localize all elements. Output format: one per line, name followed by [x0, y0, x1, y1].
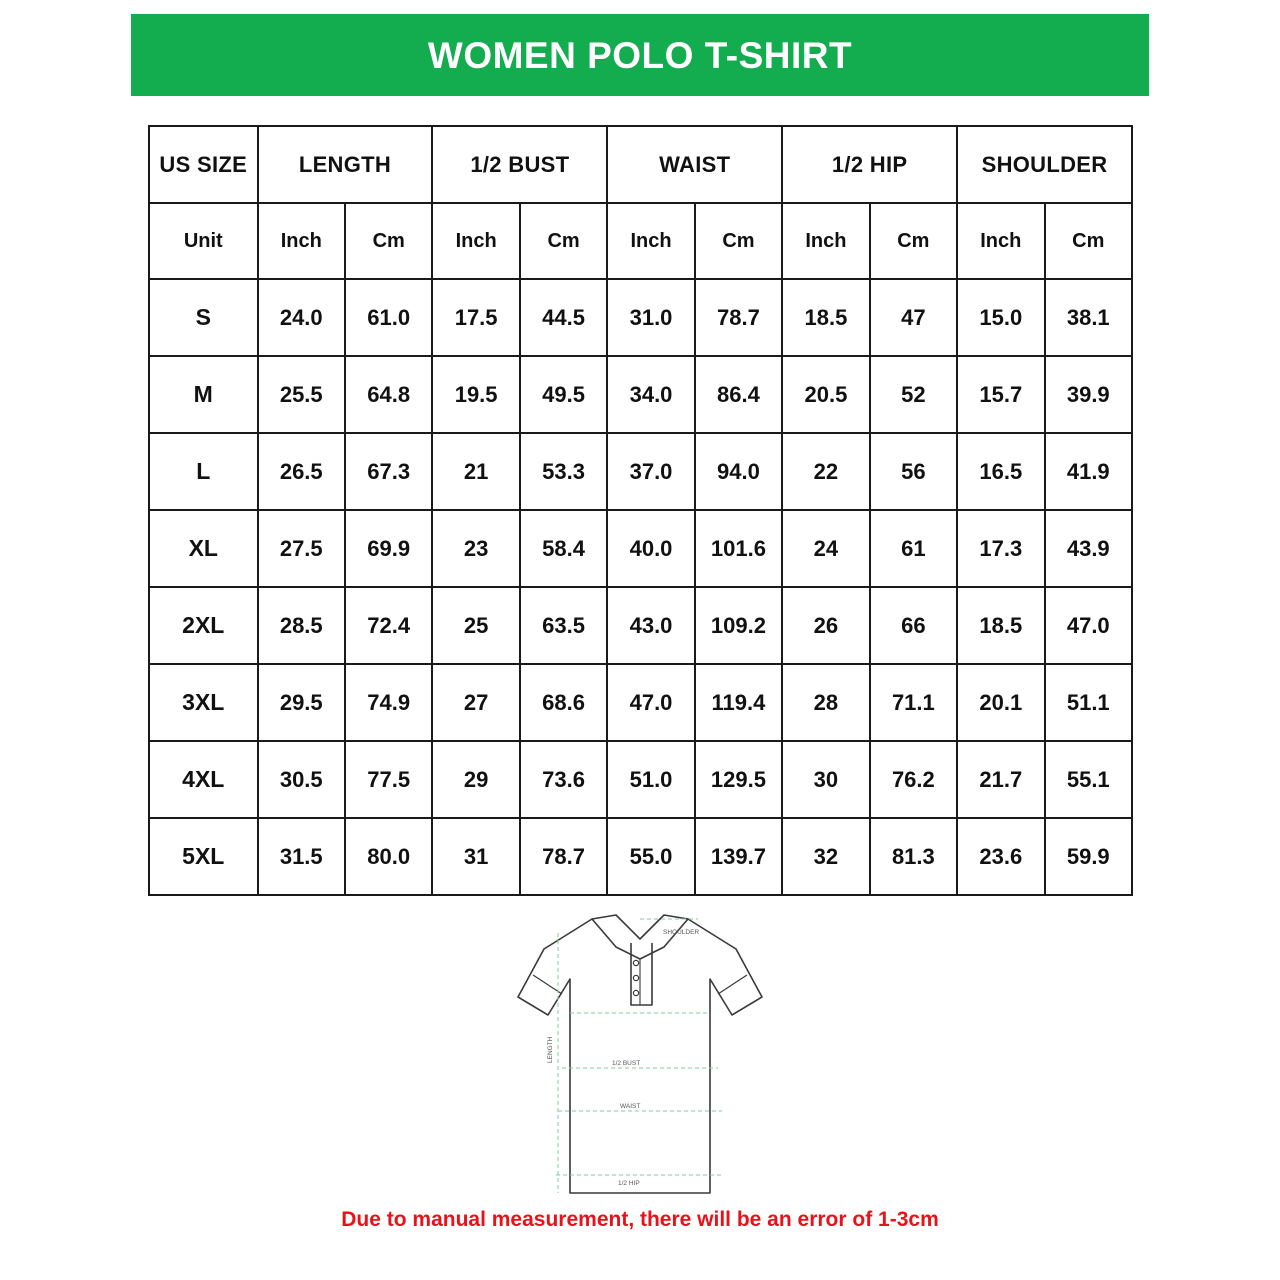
- cell-waist-inch: 47.0: [607, 664, 694, 741]
- cell-waist-inch: 51.0: [607, 741, 694, 818]
- cell-hip-inch: 18.5: [782, 279, 869, 356]
- cell-length-cm: 72.4: [345, 587, 432, 664]
- table-row: [149, 356, 1132, 433]
- cell-shoulder-inch: 21.7: [957, 741, 1044, 818]
- column-group-half-hip: 1/2 HIP: [782, 126, 957, 203]
- unit-shoulder-cm: Cm: [1045, 203, 1132, 279]
- cell-hip-cm: 81.3: [870, 818, 957, 895]
- cell-length-cm: 74.9: [345, 664, 432, 741]
- row-size-label: 3XL: [149, 664, 258, 741]
- cell-waist-cm: 109.2: [695, 587, 782, 664]
- cell-waist-cm: 78.7: [695, 279, 782, 356]
- label-waist: WAIST: [620, 1103, 641, 1110]
- cell-length-cm: 80.0: [345, 818, 432, 895]
- cell-length-inch: 28.5: [258, 587, 345, 664]
- unit-waist-cm: Cm: [695, 203, 782, 279]
- label-length: LENGTH: [547, 1036, 554, 1063]
- label-half-hip: 1/2 HIP: [618, 1180, 640, 1187]
- cell-length-inch: 25.5: [258, 356, 345, 433]
- header-banner: [131, 14, 1149, 96]
- column-group-length: LENGTH: [258, 126, 433, 203]
- cell-length-cm: 67.3: [345, 433, 432, 510]
- cell-length-cm: 77.5: [345, 741, 432, 818]
- row-size-label: 4XL: [149, 741, 258, 818]
- cell-shoulder-cm: 59.9: [1045, 818, 1132, 895]
- cell-waist-cm: 129.5: [695, 741, 782, 818]
- unit-bust-inch: Inch: [432, 203, 519, 279]
- row-size-label: 5XL: [149, 818, 258, 895]
- cell-bust-cm: 53.3: [520, 433, 607, 510]
- cell-bust-cm: 49.5: [520, 356, 607, 433]
- cell-waist-cm: 119.4: [695, 664, 782, 741]
- cell-bust-cm: 68.6: [520, 664, 607, 741]
- cell-length-inch: 30.5: [258, 741, 345, 818]
- cell-bust-cm: 44.5: [520, 279, 607, 356]
- cell-bust-inch: 31: [432, 818, 519, 895]
- unit-waist-inch: Inch: [607, 203, 694, 279]
- cell-bust-cm: 63.5: [520, 587, 607, 664]
- table-row: [149, 587, 1132, 664]
- cell-hip-cm: 71.1: [870, 664, 957, 741]
- table-row: [149, 818, 1132, 895]
- cell-hip-inch: 22: [782, 433, 869, 510]
- unit-hip-cm: Cm: [870, 203, 957, 279]
- row-size-label: M: [149, 356, 258, 433]
- cell-bust-inch: 17.5: [432, 279, 519, 356]
- cell-waist-inch: 55.0: [607, 818, 694, 895]
- unit-shoulder-inch: Inch: [957, 203, 1044, 279]
- row-size-label: L: [149, 433, 258, 510]
- row-size-label: 2XL: [149, 587, 258, 664]
- cell-shoulder-inch: 15.0: [957, 279, 1044, 356]
- cell-hip-inch: 24: [782, 510, 869, 587]
- cell-bust-inch: 29: [432, 741, 519, 818]
- cell-length-cm: 69.9: [345, 510, 432, 587]
- cell-shoulder-inch: 16.5: [957, 433, 1044, 510]
- cell-hip-inch: 28: [782, 664, 869, 741]
- cell-hip-cm: 66: [870, 587, 957, 664]
- cell-hip-cm: 61: [870, 510, 957, 587]
- unit-hip-inch: Inch: [782, 203, 869, 279]
- size-table-container: [148, 125, 1133, 896]
- cell-waist-inch: 37.0: [607, 433, 694, 510]
- cell-bust-inch: 19.5: [432, 356, 519, 433]
- cell-length-inch: 26.5: [258, 433, 345, 510]
- cell-length-cm: 61.0: [345, 279, 432, 356]
- cell-waist-cm: 86.4: [695, 356, 782, 433]
- cell-length-inch: 27.5: [258, 510, 345, 587]
- cell-length-cm: 64.8: [345, 356, 432, 433]
- cell-bust-inch: 23: [432, 510, 519, 587]
- cell-hip-cm: 52: [870, 356, 957, 433]
- table-row: [149, 279, 1132, 356]
- cell-hip-cm: 76.2: [870, 741, 957, 818]
- cell-shoulder-cm: 51.1: [1045, 664, 1132, 741]
- cell-shoulder-inch: 18.5: [957, 587, 1044, 664]
- unit-length-cm: Cm: [345, 203, 432, 279]
- table-row: [149, 433, 1132, 510]
- column-group-us-size: US SIZE: [149, 126, 258, 203]
- row-size-label: S: [149, 279, 258, 356]
- measurement-disclaimer: Due to manual measurement, there will be an error of 1-3cm: [341, 1208, 939, 1231]
- table-group-header-row: [149, 126, 1132, 203]
- cell-bust-cm: 58.4: [520, 510, 607, 587]
- cell-shoulder-inch: 17.3: [957, 510, 1044, 587]
- column-group-waist: WAIST: [607, 126, 782, 203]
- cell-hip-inch: 30: [782, 741, 869, 818]
- cell-shoulder-cm: 41.9: [1045, 433, 1132, 510]
- cell-shoulder-cm: 55.1: [1045, 741, 1132, 818]
- column-group-half-bust: 1/2 BUST: [432, 126, 607, 203]
- row-size-label: XL: [149, 510, 258, 587]
- cell-shoulder-cm: 43.9: [1045, 510, 1132, 587]
- cell-length-inch: 29.5: [258, 664, 345, 741]
- cell-length-inch: 31.5: [258, 818, 345, 895]
- cell-shoulder-cm: 47.0: [1045, 587, 1132, 664]
- cell-hip-inch: 32: [782, 818, 869, 895]
- cell-bust-inch: 25: [432, 587, 519, 664]
- cell-waist-cm: 94.0: [695, 433, 782, 510]
- size-table: [148, 125, 1133, 896]
- cell-hip-cm: 56: [870, 433, 957, 510]
- cell-bust-inch: 21: [432, 433, 519, 510]
- cell-bust-inch: 27: [432, 664, 519, 741]
- cell-waist-inch: 40.0: [607, 510, 694, 587]
- cell-hip-inch: 26: [782, 587, 869, 664]
- unit-length-inch: Inch: [258, 203, 345, 279]
- cell-bust-cm: 78.7: [520, 818, 607, 895]
- cell-length-inch: 24.0: [258, 279, 345, 356]
- cell-waist-cm: 139.7: [695, 818, 782, 895]
- polo-shirt-diagram: [500, 893, 780, 1203]
- cell-shoulder-cm: 39.9: [1045, 356, 1132, 433]
- cell-bust-cm: 73.6: [520, 741, 607, 818]
- cell-waist-inch: 43.0: [607, 587, 694, 664]
- cell-hip-cm: 47: [870, 279, 957, 356]
- cell-hip-inch: 20.5: [782, 356, 869, 433]
- table-row: [149, 664, 1132, 741]
- table-unit-header-row: [149, 203, 1132, 279]
- cell-shoulder-cm: 38.1: [1045, 279, 1132, 356]
- label-half-bust: 1/2 BUST: [612, 1060, 641, 1067]
- cell-shoulder-inch: 15.7: [957, 356, 1044, 433]
- unit-bust-cm: Cm: [520, 203, 607, 279]
- table-row: [149, 510, 1132, 587]
- cell-shoulder-inch: 20.1: [957, 664, 1044, 741]
- cell-waist-inch: 31.0: [607, 279, 694, 356]
- cell-waist-inch: 34.0: [607, 356, 694, 433]
- column-group-shoulder: SHOULDER: [957, 126, 1132, 203]
- cell-shoulder-inch: 23.6: [957, 818, 1044, 895]
- cell-waist-cm: 101.6: [695, 510, 782, 587]
- unit-label: Unit: [149, 203, 258, 279]
- label-shoulder: SHOULDER: [663, 929, 700, 936]
- table-row: [149, 741, 1132, 818]
- polo-shirt-illustration: [500, 893, 780, 1203]
- page-title: WOMEN POLO T-SHIRT: [427, 34, 853, 76]
